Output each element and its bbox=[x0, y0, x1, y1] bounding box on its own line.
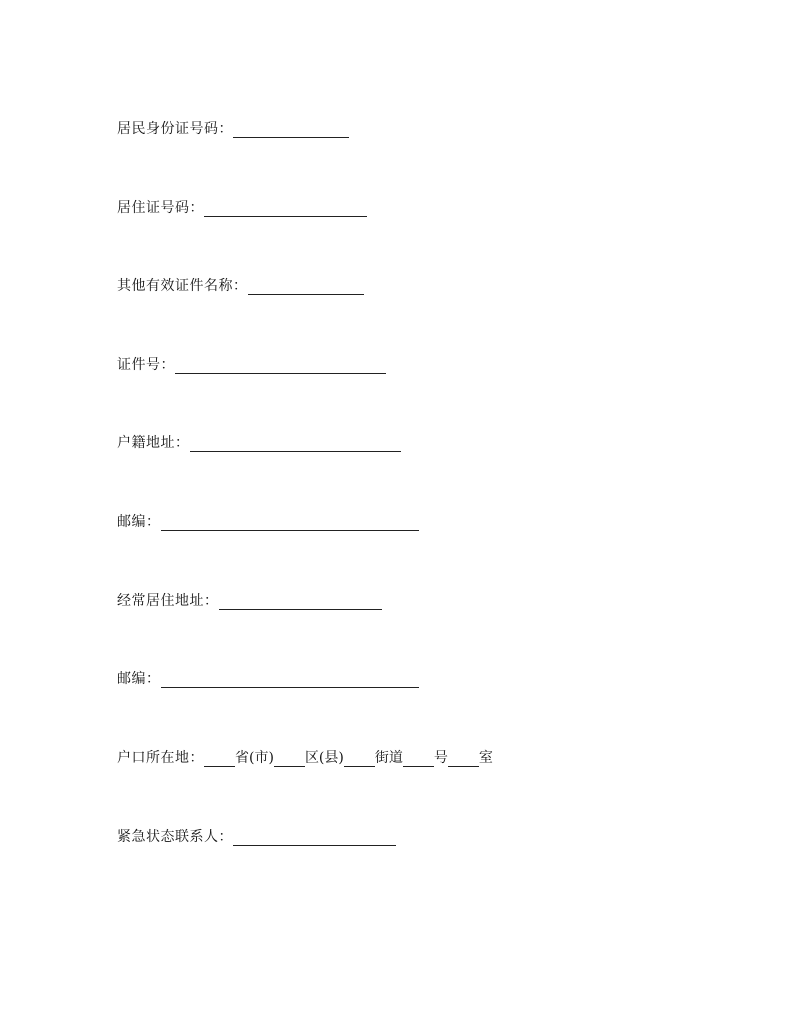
field-household-address bbox=[117, 431, 401, 455]
field-other-id-name bbox=[117, 274, 364, 298]
field-label: 紧急状态联系人： bbox=[117, 829, 233, 845]
field-label: 证件号： bbox=[117, 357, 175, 373]
fill-in-blank[interactable] bbox=[448, 751, 479, 767]
province-label: 省(市) bbox=[235, 750, 274, 766]
field-id-card-number bbox=[117, 117, 349, 141]
field-residence-permit-number bbox=[117, 196, 367, 220]
field-label: 户口所在地： bbox=[117, 750, 204, 766]
field-label: 居住证号码： bbox=[117, 200, 204, 216]
fill-in-blank[interactable] bbox=[161, 515, 419, 531]
number-label: 号 bbox=[433, 750, 448, 766]
fill-in-blank[interactable] bbox=[175, 358, 386, 374]
field-postcode-household bbox=[117, 510, 419, 534]
fill-in-blank[interactable] bbox=[219, 594, 382, 610]
field-hukou-location bbox=[117, 746, 493, 770]
fill-in-blank[interactable] bbox=[274, 751, 305, 767]
room-label: 室 bbox=[478, 750, 493, 766]
street-label: 街道 bbox=[374, 750, 403, 766]
field-residence-address bbox=[117, 589, 382, 613]
field-label: 其他有效证件名称： bbox=[117, 278, 248, 294]
district-label: 区(县) bbox=[304, 750, 344, 766]
field-label: 户籍地址： bbox=[117, 435, 190, 451]
field-label: 邮编： bbox=[117, 671, 161, 687]
field-label: 居民身份证号码： bbox=[117, 121, 233, 137]
field-label: 经常居住地址： bbox=[117, 593, 219, 609]
field-label: 邮编： bbox=[117, 514, 161, 530]
field-id-number bbox=[117, 353, 386, 377]
fill-in-blank[interactable] bbox=[161, 672, 419, 688]
field-postcode-residence bbox=[117, 667, 419, 691]
fill-in-blank[interactable] bbox=[233, 830, 396, 846]
fill-in-blank[interactable] bbox=[233, 122, 349, 138]
fill-in-blank[interactable] bbox=[403, 751, 434, 767]
fill-in-blank[interactable] bbox=[204, 201, 367, 217]
fill-in-blank[interactable] bbox=[204, 751, 235, 767]
fill-in-blank[interactable] bbox=[344, 751, 375, 767]
fill-in-blank[interactable] bbox=[248, 279, 364, 295]
field-emergency-contact bbox=[117, 825, 396, 849]
fill-in-blank[interactable] bbox=[190, 436, 401, 452]
